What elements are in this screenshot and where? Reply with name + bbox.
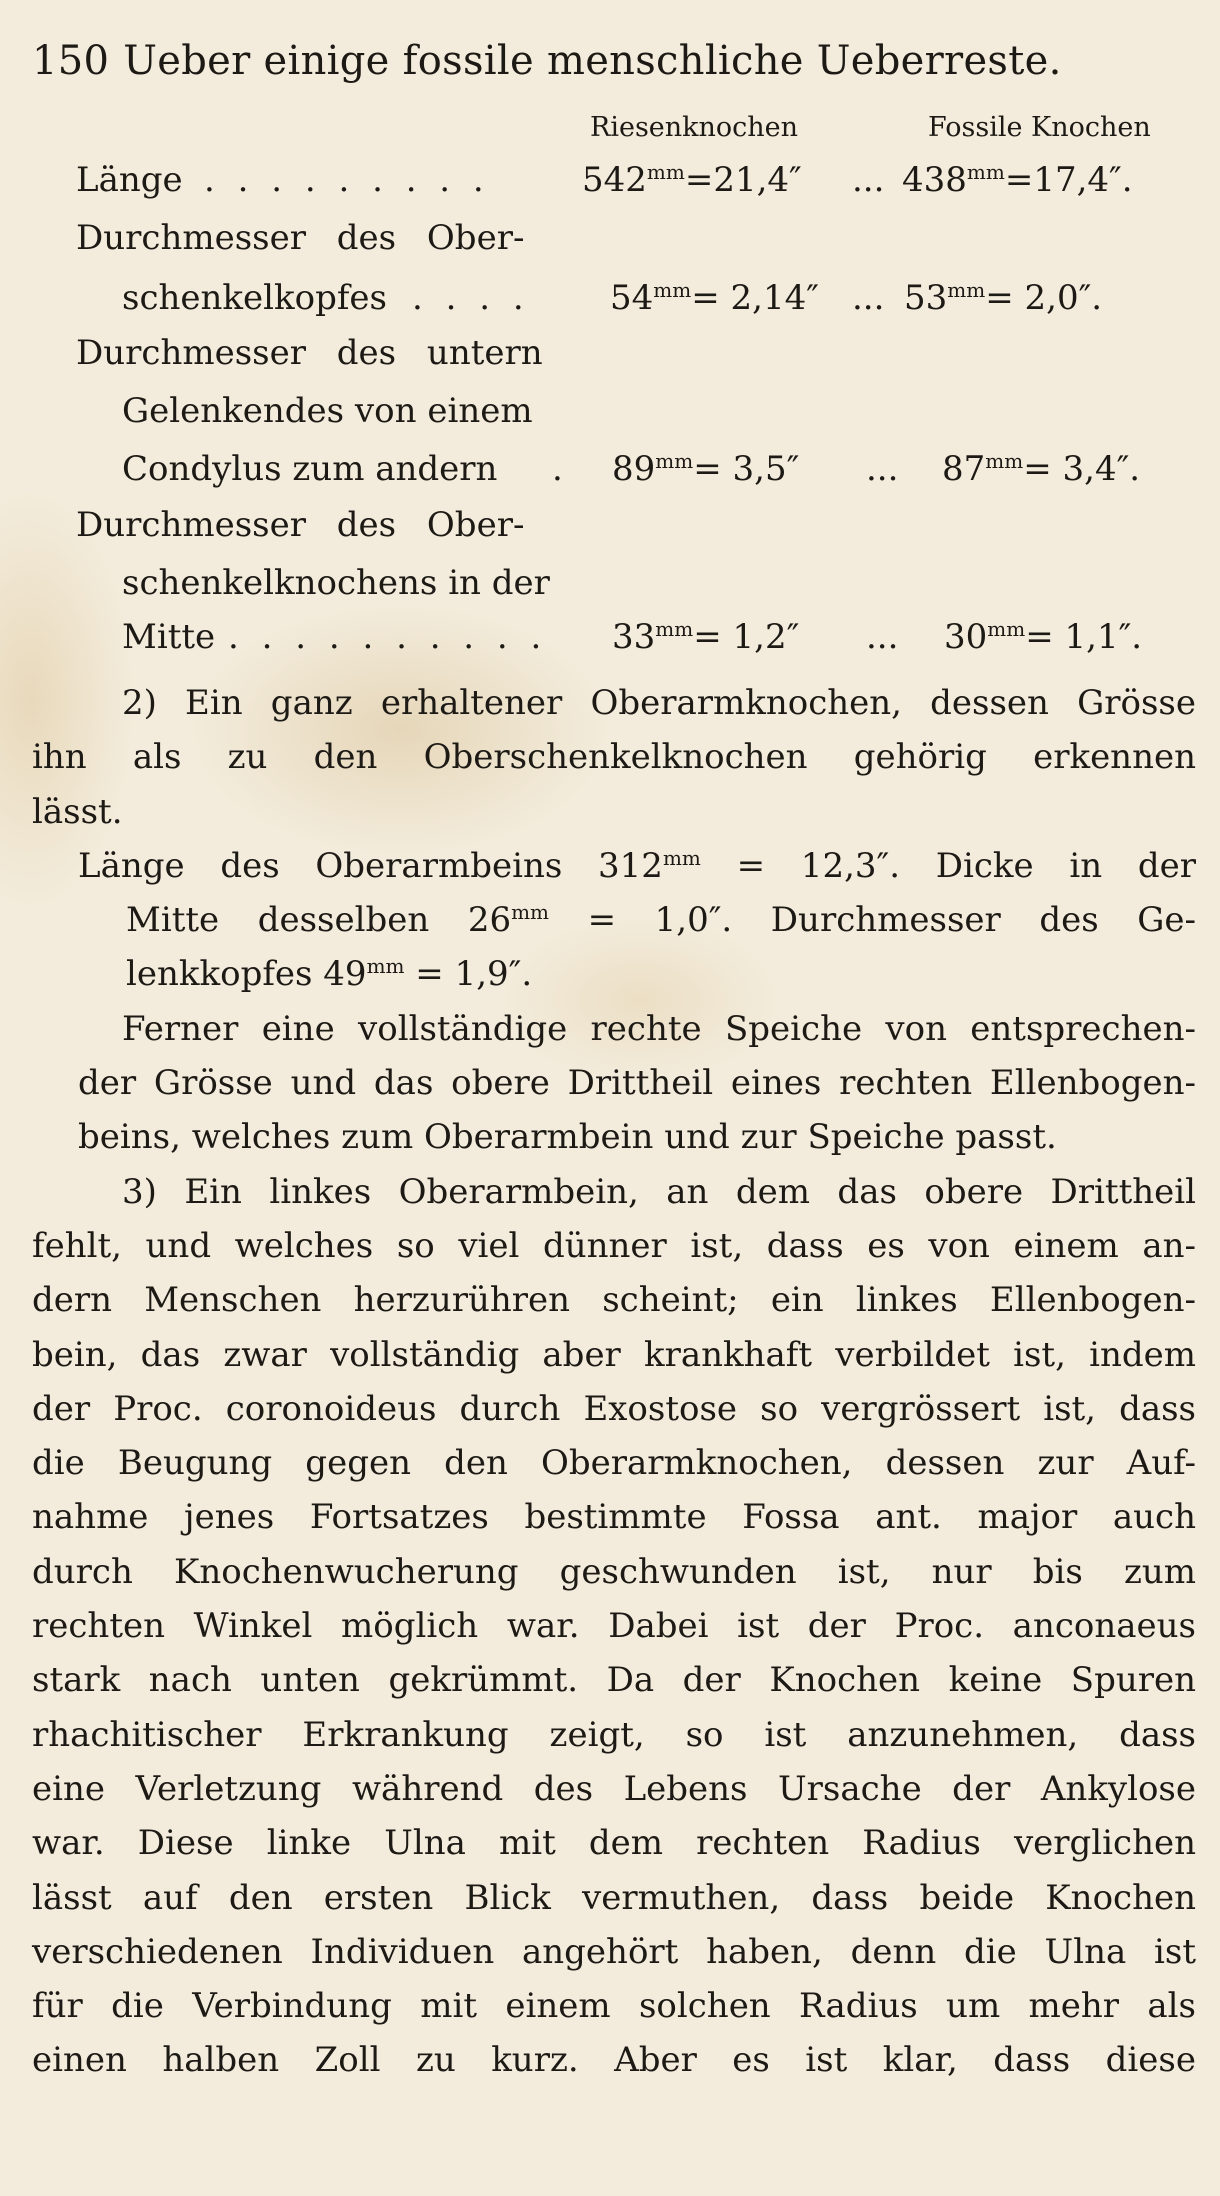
text-line: lenkkopfes $49^{mm} = 1,9''$. (126, 954, 533, 995)
text-line: lässt. (32, 791, 123, 832)
row-label-line-1: Durchmesser des Ober- (76, 218, 525, 258)
text-line: durch Knochenwucherung geschwunden ist, nur bis zum (32, 1551, 1196, 1592)
row-label-line-2: schenkelkopfes (122, 278, 387, 318)
text-line: Mitte desselben $26^{mm} = 1,0''$. Durchmesser des Ge- (126, 900, 1196, 941)
value-separator: ... (852, 278, 885, 318)
text-line: rhachitischer Erkrankung zeigt, so ist anzunehmen, dass (32, 1714, 1196, 1755)
text-line: fehlt, und welches so viel dünner ist, dass es von einem an- (32, 1225, 1196, 1266)
text-line: lässt auf den ersten Blick vermuthen, dass beide Knochen (32, 1877, 1196, 1918)
text-line: rechten Winkel möglich war. Dabei ist der Proc. anconaeus (32, 1606, 1196, 1647)
running-header (32, 38, 1062, 84)
text-line: war. Diese linke Ulna mit dem rechten Radius verglichen (32, 1823, 1196, 1864)
giant-value: $89^{mm}= 3,5''$ (612, 449, 800, 489)
fossil-value: $87^{mm}= 3,4''$. (942, 449, 1141, 489)
measure-row-length (0, 160, 1220, 210)
row-label-line-3: Mitte (122, 617, 216, 657)
text-line: der Grösse und das obere Drittheil eines rechten Ellenbogen- (78, 1063, 1196, 1104)
leader-dots: . . . . . . . . . . (228, 617, 548, 657)
fossil-value: $438^{mm}=17,4''$. (902, 160, 1133, 200)
text-line: verschiedenen Individuen angehört haben, denn die Ulna ist (32, 1931, 1196, 1972)
row-label: Länge (76, 160, 183, 200)
row-label-line-2: Gelenkendes von einem (122, 391, 533, 431)
text-line: dern Menschen herzurühren scheint; ein linkes Ellenbogen- (32, 1280, 1196, 1321)
page-number: 150 (32, 38, 110, 84)
text-line: die Beugung gegen den Oberarmknochen, dessen zur Auf- (32, 1443, 1196, 1484)
text-line: der Proc. coronoideus durch Exostose so vergrössert ist, dass (32, 1388, 1196, 1429)
text-line (32, 2088, 1196, 2142)
text-line: eine Verletzung während des Lebens Ursache der Ankylose (32, 1768, 1196, 1809)
text-line: für die Verbindung mit einem solchen Radius um mehr als (32, 1986, 1196, 2027)
body-text (32, 676, 1196, 2142)
text-line: 3) Ein linkes Oberarmbein, an dem das obere Drittheil (122, 1171, 1196, 1212)
text-line: Länge des Oberarmbeins $312^{mm} = 12,3''$. Dicke in der (78, 845, 1197, 886)
text-line: Ferner eine vollständige rechte Speiche von entsprechen- (122, 1008, 1196, 1049)
text-line: einen halben Zoll zu kurz. Aber es ist klar, dass diese (32, 2040, 1196, 2081)
value-separator: ... (852, 160, 885, 200)
giant-value: $542^{mm}=21,4''$ (582, 160, 802, 200)
value-separator: ... (866, 617, 899, 657)
text-line: ihn als zu den Oberschenkelknochen gehörig erkennen (32, 737, 1196, 778)
text-line: 2) Ein ganz erhaltener Oberarmknochen, dessen Grösse (122, 683, 1196, 723)
giant-value: $54^{mm}= 2,14''$ (610, 278, 819, 318)
fossil-value: $53^{mm}= 2,0''$. (904, 278, 1103, 318)
row-label-line-1: Durchmesser des Ober- (76, 505, 525, 545)
row-label-line-2: schenkelknochens in der (122, 563, 550, 603)
text-line: bein, das zwar vollständig aber krankhaft verbildet ist, indem (32, 1334, 1196, 1375)
column-header-fossil-bones: Fossile Knochen (928, 112, 1151, 143)
text-line: nahme jenes Fortsatzes bestimmte Fossa ant. major auch (32, 1497, 1196, 1538)
fossil-value: $30^{mm}= 1,1''$. (944, 617, 1143, 657)
giant-value: $33^{mm}= 1,2''$ (612, 617, 800, 657)
leader-dots: . . . . . . . . . (204, 160, 490, 200)
leader-dots: . . . . (412, 278, 530, 318)
column-header-giant-bones: Riesenknochen (590, 112, 799, 143)
row-label-line-3: Condylus zum andern (122, 449, 498, 489)
value-separator: ... (866, 449, 899, 489)
text-line: stark nach unten gekrümmt. Da der Knochen keine Spuren (32, 1660, 1196, 1701)
measure-row-femoral-head (0, 218, 1220, 328)
running-title: Ueber einige fossile menschliche Ueberreste. (123, 38, 1062, 84)
text-line: beins, welches zum Oberarmbein und zur Speiche passt. (78, 1117, 1057, 1158)
measure-row-lower-joint (0, 333, 1220, 503)
leader-dots: . (552, 449, 569, 489)
measure-row-femur-shaft (0, 505, 1220, 675)
row-label-line-1: Durchmesser des untern (76, 333, 543, 373)
